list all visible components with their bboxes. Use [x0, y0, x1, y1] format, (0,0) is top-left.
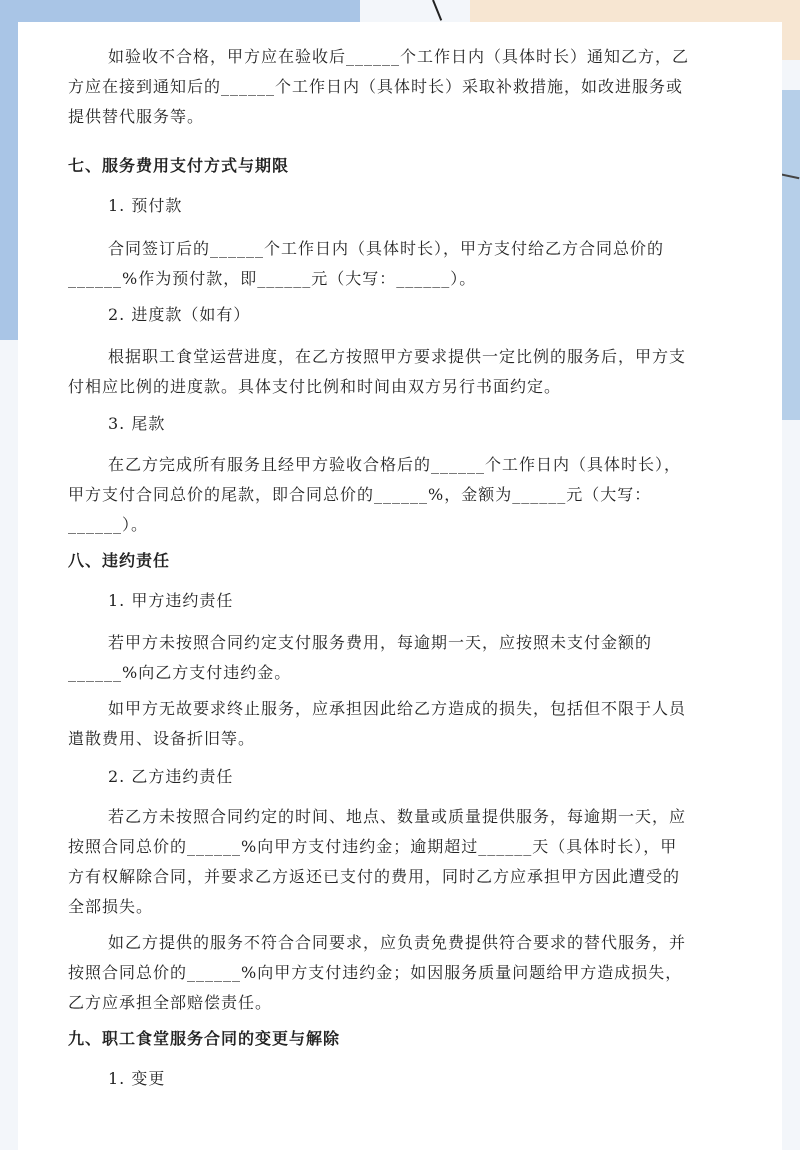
paragraph-line: 2. 进度款（如有） — [108, 305, 251, 324]
section-heading: 七、服务费用支付方式与期限 — [68, 156, 290, 175]
paragraph-line: ______%作为预付款，即______元（大写：______）。 — [68, 269, 477, 288]
document-page — [18, 22, 782, 1150]
paragraph-line: 3. 尾款 — [108, 414, 166, 433]
paragraph-line: 方有权解除合同，并要求乙方返还已支付的费用，同时乙方应承担甲方因此遭受的 — [68, 867, 681, 886]
paragraph-line: 在乙方完成所有服务且经甲方验收合格后的______个工作日内（具体时长）， — [108, 455, 682, 474]
paragraph-line: 甲方支付合同总价的尾款，即合同总价的______%，金额为______元（大写： — [68, 485, 652, 504]
section-heading: 八、违约责任 — [68, 551, 171, 570]
paragraph-line: 根据职工食堂运营进度，在乙方按照甲方要求提供一定比例的服务后，甲方支 — [108, 347, 687, 366]
paragraph-line: 如甲方无故要求终止服务，应承担因此给乙方造成的损失，包括但不限于人员 — [108, 699, 687, 718]
paragraph-line: 2. 乙方违约责任 — [108, 767, 234, 786]
paragraph-line: 如验收不合格，甲方应在验收后______个工作日内（具体时长）通知乙方，乙 — [108, 47, 690, 66]
paragraph-line: ______）。 — [68, 515, 149, 534]
paragraph-line: 付相应比例的进度款。具体支付比例和时间由双方另行书面约定。 — [68, 377, 562, 396]
paragraph-line: 1. 预付款 — [108, 196, 183, 215]
paragraph-line: 如乙方提供的服务不符合合同要求，应负责免费提供符合要求的替代服务，并 — [108, 933, 687, 952]
paragraph-line: 全部损失。 — [68, 897, 154, 916]
paragraph-line: ______%向乙方支付违约金。 — [68, 663, 292, 682]
background-line — [432, 0, 442, 21]
paragraph-line: 按照合同总价的______%向甲方支付违约金；逾期超过______天（具体时长），甲 — [68, 837, 678, 856]
paragraph-line: 乙方应承担全部赔偿责任。 — [68, 993, 273, 1012]
section-heading: 九、职工食堂服务合同的变更与解除 — [68, 1029, 341, 1048]
paragraph-line: 遣散费用、设备折旧等。 — [68, 729, 256, 748]
paragraph-line: 按照合同总价的______%向甲方支付违约金；如因服务质量问题给甲方造成损失， — [68, 963, 683, 982]
paragraph-line: 1. 变更 — [108, 1069, 166, 1088]
paragraph-line: 1. 甲方违约责任 — [108, 591, 234, 610]
paragraph-line: 提供替代服务等。 — [68, 107, 205, 126]
paragraph-line: 若乙方未按照合同约定的时间、地点、数量或质量提供服务，每逾期一天，应 — [108, 807, 687, 826]
paragraph-line: 合同签订后的______个工作日内（具体时长），甲方支付给乙方合同总价的 — [108, 239, 665, 258]
paragraph-line: 若甲方未按照合同约定支付服务费用，每逾期一天，应按照未支付金额的 — [108, 633, 653, 652]
paragraph-line: 方应在接到通知后的______个工作日内（具体时长）采取补救措施，如改进服务或 — [68, 77, 684, 96]
